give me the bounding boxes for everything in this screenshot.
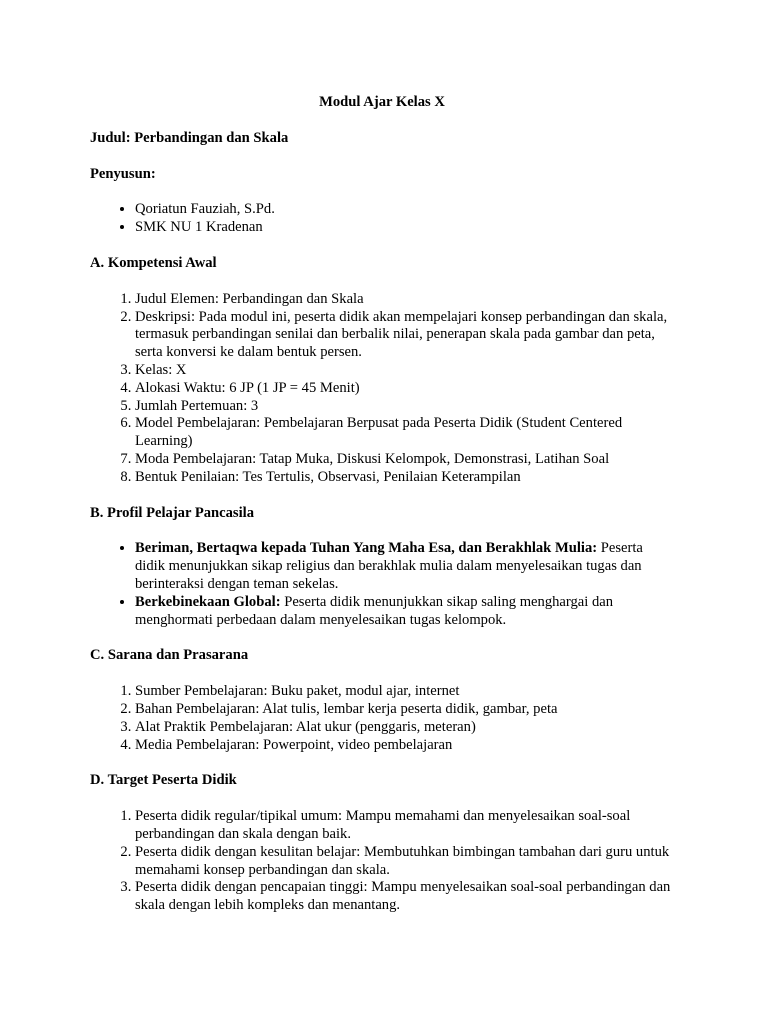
section-c-item: 4. Media Pembelajaran: Powerpoint, video pembelajaran bbox=[135, 737, 674, 755]
section-d-list bbox=[90, 808, 674, 915]
section-a-item: 3. Kelas: X bbox=[135, 362, 674, 380]
section-c-heading: C. Sarana dan Prasarana bbox=[90, 647, 249, 664]
section-b-item-title: Beriman, Bertaqwa kepada Tuhan Yang Maha Esa, dan Berakhlak Mulia: bbox=[135, 540, 598, 557]
section-d-item: 1. Peserta didik regular/tipikal umum: Mampu memahami dan menyelesaikan soal-soal perbandingan dan skala dengan baik. bbox=[135, 808, 674, 844]
section-b-list bbox=[90, 540, 674, 629]
section-c-item: 3. Alat Praktik Pembelajaran: Alat ukur (penggaris, meteran) bbox=[135, 719, 674, 737]
section-d-item: 3. Peserta didik dengan pencapaian tinggi: Mampu menyelesaikan soal-soal perbandingan dan skala dengan lebih kompleks dan menantang. bbox=[135, 879, 674, 915]
section-b-item-title: Berkebinekaan Global: bbox=[135, 593, 281, 610]
penyusun-label: Penyusun: bbox=[90, 165, 156, 182]
section-a-list bbox=[90, 291, 674, 487]
section-b-item bbox=[135, 540, 674, 593]
section-d-item: 2. Peserta didik dengan kesulitan belajar: Membutuhkan bimbingan tambahan dari guru untuk memahami konsep perbandingan dan skala. bbox=[135, 844, 674, 880]
document-title: Modul Ajar Kelas X bbox=[319, 94, 445, 110]
section-b-heading: B. Profil Pelajar Pancasila bbox=[90, 504, 255, 521]
section-a-item: 4. Alokasi Waktu: 6 JP (1 JP = 45 Menit) bbox=[135, 380, 674, 398]
section-a-item: 6. Model Pembelajaran: Pembelajaran Berpusat pada Peserta Didik (Student Centered Learning) bbox=[135, 415, 674, 451]
section-c-item: 1. Sumber Pembelajaran: Buku paket, modul ajar, internet bbox=[135, 683, 674, 701]
section-a-item: 8. Bentuk Penilaian: Tes Tertulis, Observasi, Penilaian Keterampilan bbox=[135, 469, 674, 487]
section-d-heading: D. Target Peserta Didik bbox=[90, 772, 237, 789]
section-a-item: 2. Deskripsi: Pada modul ini, peserta didik akan mempelajari konsep perbandingan dan skala, termasuk perbandingan senilai dan berbalik nilai, penerapan skala pada gambar dan peta, serta konversi ke dalam bentuk persen. bbox=[135, 309, 674, 362]
section-c-item: 2. Bahan Pembelajaran: Alat tulis, lembar kerja peserta didik, gambar, peta bbox=[135, 701, 674, 719]
section-a-heading: A. Kompetensi Awal bbox=[90, 254, 217, 271]
penyusun-item-school: • SMK NU 1 Kradenan bbox=[135, 219, 674, 237]
document-page bbox=[90, 94, 674, 933]
judul-line: Judul: Perbandingan dan Skala bbox=[90, 129, 289, 146]
section-b-item-text: Peserta didik menunjukkan sikap saling menghargai dan menghormati perbedaan dalam menyelesaikan tugas kelompok. bbox=[135, 593, 614, 628]
section-a-item: 5. Jumlah Pertemuan: 3 bbox=[135, 398, 674, 416]
section-c-list bbox=[90, 683, 674, 754]
section-a-item: 1. Judul Elemen: Perbandingan dan Skala bbox=[135, 291, 674, 309]
penyusun-list bbox=[90, 201, 674, 237]
section-b-item bbox=[135, 594, 674, 630]
section-a-item: 7. Moda Pembelajaran: Tatap Muka, Diskusi Kelompok, Demonstrasi, Latihan Soal bbox=[135, 451, 674, 469]
section-b-item-text: Peserta didik menunjukkan sikap religius dan berakhlak mulia dalam menyelesaikan tugas dan berinteraksi dengan teman sekelas. bbox=[135, 540, 643, 592]
penyusun-item-author: • Qoriatun Fauziah, S.Pd. bbox=[135, 201, 674, 219]
